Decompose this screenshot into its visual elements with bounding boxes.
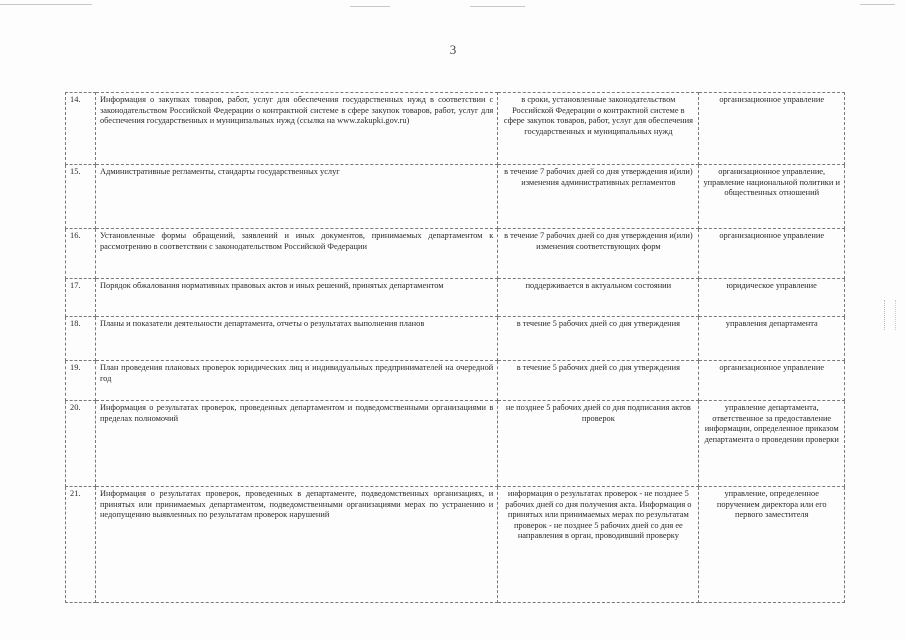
deadline-cell: в течение 5 рабочих дней со дня утверждения xyxy=(498,317,699,361)
row-number: 20. xyxy=(66,401,96,487)
row-number: 21. xyxy=(66,487,96,603)
responsible-cell: организационное управление xyxy=(699,93,845,165)
table-row xyxy=(66,401,845,487)
information-cell: Порядок обжалования нормативных правовых актов и иных решений, принятых департаментом xyxy=(95,279,497,317)
table-row xyxy=(66,93,845,165)
information-cell: Информация о результатах проверок, проведенных департаментом и подведомственными организациями в пределах полномочий xyxy=(95,401,497,487)
table-row xyxy=(66,279,845,317)
information-cell: Планы и показатели деятельности департамента, отчеты о результатах выполнения планов xyxy=(95,317,497,361)
information-cell: Информация о закупках товаров, работ, услуг для обеспечения государственных нужд в соответствии с законодательством Российской Федерации о контрактной системе в сфере закупок товаров, работ, услуг для обеспечения государственных и муниципальных нужд (ссылка на www.zakupki.gov.ru) xyxy=(95,93,497,165)
table-row xyxy=(66,487,845,603)
information-cell: Административные регламенты, стандарты государственных услуг xyxy=(95,165,497,229)
scan-edge-mark xyxy=(470,6,525,7)
scan-edge-mark xyxy=(860,4,895,5)
table-row xyxy=(66,317,845,361)
deadline-cell: в течение 7 рабочих дней со дня утверждения и(или) изменения соответствующих форм xyxy=(498,229,699,279)
deadline-cell: в течение 5 рабочих дней со дня утверждения xyxy=(498,361,699,401)
row-number: 19. xyxy=(66,361,96,401)
responsible-cell: организационное управление, управление национальной политики и общественных отношений xyxy=(699,165,845,229)
row-number: 14. xyxy=(66,93,96,165)
scan-edge-mark xyxy=(0,4,92,5)
row-number: 16. xyxy=(66,229,96,279)
disclosure-table xyxy=(65,92,845,603)
information-cell: План проведения плановых проверок юридических лиц и индивидуальных предпринимателей на очередной год xyxy=(95,361,497,401)
table-row xyxy=(66,229,845,279)
table-row xyxy=(66,165,845,229)
information-cell: Установленные формы обращений, заявлений и иных документов, принимаемых департаментом к рассмотрению в соответствии с законодательством Российской Федерации xyxy=(95,229,497,279)
information-cell: Информация о результатах проверок, проведенных в департаменте, подведомственных организациях, и принятых или принимаемых департаментом, подведомственными организациями мерах по устранению и недопущению выявленных по результатам проверок нарушений xyxy=(95,487,497,603)
responsible-cell: организационное управление xyxy=(699,229,845,279)
deadline-cell: в сроки, установленные законодательством Российской Федерации о контрактной системе в сфере закупок товаров, работ, услуг для обеспечения государственных и муниципальных нужд xyxy=(498,93,699,165)
responsible-cell: управления департамента xyxy=(699,317,845,361)
deadline-cell: в течение 7 рабочих дней со дня утверждения и(или) изменения административных регламентов xyxy=(498,165,699,229)
row-number: 17. xyxy=(66,279,96,317)
responsible-cell: организационное управление xyxy=(699,361,845,401)
responsible-cell: управление, определенное поручением директора или его первого заместителя xyxy=(699,487,845,603)
deadline-cell: поддерживается в актуальном состоянии xyxy=(498,279,699,317)
responsible-cell: юридическое управление xyxy=(699,279,845,317)
deadline-cell: информация о результатах проверок - не позднее 5 рабочих дней со дня получения акта. Информация о принятых или принимаемых мерах по результатам проверок - не позднее 5 рабочих дней со дня ее направления в орган, проводивший проверку xyxy=(498,487,699,603)
deadline-cell: не позднее 5 рабочих дней со дня подписания актов проверок xyxy=(498,401,699,487)
scan-edge-mark xyxy=(350,6,390,7)
page-number: 3 xyxy=(449,42,457,57)
scan-artifact xyxy=(884,300,896,330)
table-row xyxy=(66,361,845,401)
responsible-cell: управление департамента, ответственное за предоставление информации, определенное приказом департамента о проведении проверки xyxy=(699,401,845,487)
row-number: 18. xyxy=(66,317,96,361)
row-number: 15. xyxy=(66,165,96,229)
